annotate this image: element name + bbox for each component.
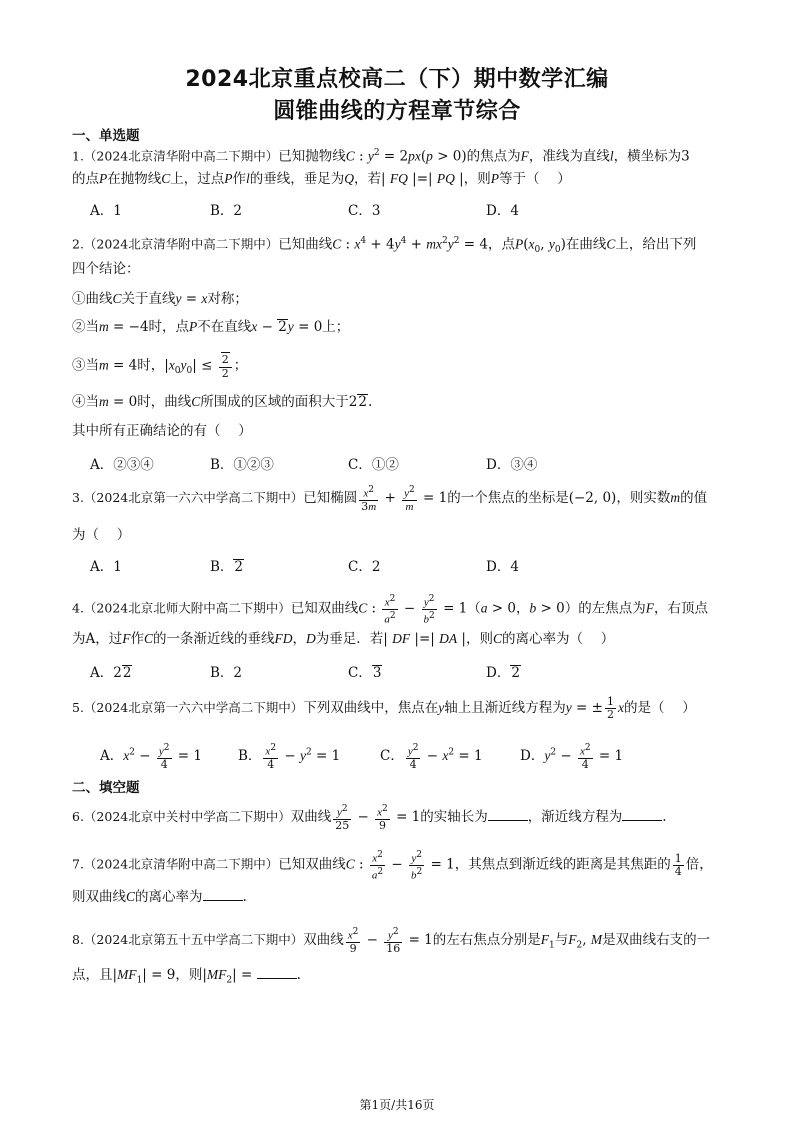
question-2-conclusion-1: ①曲线C关于直线y = x对称； — [72, 291, 248, 307]
option-b: B．①②③ — [210, 457, 274, 473]
question-1-line-2: 的点P在抛物线C上，过点P作l的垂线，垂足为Q，若| FQ |=| PQ |，则P等于（ ） — [72, 171, 571, 187]
question-7-line-1: 7.（2024北京清华附中高二下期中）已知双曲线C : $\frac{x^2}{a^2}$ − $\frac{y^2}{b^2}$ = 1，其焦点到渐近线的距离是其焦距的 $\frac{1}{4}$ 倍， — [72, 850, 713, 882]
question-2-conclusion-3: ③当m = 4时，$|x_0y_0|$ ≤ $\frac{2}{2}$ ； — [72, 353, 248, 380]
option-a: A．$x^2$ − $\frac{y^2}{4}$ = 1 — [100, 743, 202, 771]
option-b: B．2 — [210, 665, 243, 681]
option-c: C．3 — [348, 203, 381, 219]
question-1-line-1: 1.（2024北京清华附中高二下期中）已知抛物线C : $y^2 = 2px(p > 0)$的焦点为F，准线为直线l，横坐标为3 — [72, 148, 690, 165]
option-b: B．2 — [210, 203, 243, 219]
question-3-line-2: 为（ ） — [72, 527, 131, 543]
answer-blank[interactable] — [488, 808, 528, 821]
answer-blank[interactable] — [203, 888, 243, 901]
question-8-line-2: 点，且$|MF_1| = 9$，则$|MF_2|$ = . — [72, 967, 301, 986]
question-3-source: 3.（2024北京第一六六中学高二下期中） — [72, 489, 304, 505]
question-2-line-2: 四个结论： — [72, 261, 140, 277]
question-8-line-1: 8.（2024北京第五十五中学高二下期中）双曲线 $\frac{x^2}{9}$ − $\frac{y^2}{16}$ = 1的左右焦点分别是$F_1$与$F_2$, M是双曲线右支的一 — [72, 927, 711, 955]
option-c: C．2 — [348, 559, 381, 575]
option-a: A．②③④ — [90, 457, 154, 473]
option-b: B．2 — [210, 559, 244, 575]
page-title: 2024北京重点校高二（下）期中数学汇编 — [185, 67, 609, 92]
option-c: C．3 — [348, 665, 382, 681]
question-2-source: 2.（2024北京清华附中高二下期中） — [72, 236, 279, 252]
question-2-line-1: 2.（2024北京清华附中高二下期中）已知曲线C : $x^4 + 4y^4 + mx^2y^2 = 4$，点$P(x_0$, $y_0$)在曲线C上，给出下列 — [72, 236, 697, 256]
question-4-line-1: 4.（2024北京北师大附中高二下期中）已知双曲线C : $\frac{x^2}{a^2}$ − $\frac{y^2}{b^2}$ = 1（a > 0，b > 0）的左焦点为F，右顶点 — [72, 594, 708, 626]
question-6-line-1: 6.（2024北京中关村中学高二下期中）双曲线 $\frac{y^2}{25}$ − $\frac{x^2}{9}$ = 1的实轴长为 ，渐近线方程为 . — [72, 804, 667, 832]
option-a: A．22 — [90, 665, 132, 681]
option-a: A．1 — [90, 559, 122, 575]
option-d: D．4 — [486, 559, 519, 575]
question-7-line-2: 则双曲线C的离心率为 . — [72, 889, 247, 905]
question-2-conclusion-2: ②当m = −4时，点P不在直线x − 2y = 0上； — [72, 319, 350, 335]
question-3-line-1: 3.（2024北京第一六六中学高二下期中）已知椭圆 $\frac{x^2}{3m}$ + $\frac{y^2}{m}$ = 1的一个焦点的坐标是(−2, 0)，则实数m的值 — [72, 485, 708, 513]
section-single-choice: 一、单选题 — [72, 128, 140, 144]
answer-blank[interactable] — [622, 808, 662, 821]
question-7-source: 7.（2024北京清华附中高二下期中） — [72, 856, 279, 872]
question-1-source: 1.（2024北京清华附中高二下期中） — [72, 148, 279, 164]
question-5-line-1: 5.（2024北京第一六六中学高二下期中）下列双曲线中，焦点在y轴上且渐近线方程为y = ± $\frac{1}{2}$ x的是（ ） — [72, 695, 696, 721]
question-4-source: 4.（2024北京北师大附中高二下期中） — [72, 600, 291, 616]
question-2-ask: 其中所有正确结论的有（ ） — [72, 423, 252, 439]
question-2-conclusion-4: ④当m = 0时，曲线C所围成的区域的面积大于22. — [72, 394, 373, 410]
option-c: C．①② — [348, 457, 399, 473]
option-a: A．1 — [90, 203, 122, 219]
section-fill-blank: 二、填空题 — [72, 780, 140, 796]
question-6-source: 6.（2024北京中关村中学高二下期中） — [72, 808, 291, 824]
option-d: D．③④ — [486, 457, 538, 473]
question-5-source: 5.（2024北京第一六六中学高二下期中） — [72, 700, 304, 715]
page-subtitle: 圆锥曲线的方程章节综合 — [273, 99, 521, 124]
option-b: B． $\frac{x^2}{4}$ − $y^2 = 1$ — [238, 743, 341, 771]
page-number: 第1页/共16页 — [359, 1098, 435, 1112]
question-4-line-2: 为A，过F作C的一条渐近线的垂线FD，D为垂足．若| DF |=| DA |，则C的离心率为（ ） — [72, 631, 615, 647]
option-d: D．$y^2$ − $\frac{x^2}{4}$ = 1 — [520, 743, 624, 771]
option-d: D．2 — [486, 665, 520, 681]
option-d: D．4 — [486, 203, 519, 219]
option-c: C． $\frac{y^2}{4}$ − $x^2 = 1$ — [380, 743, 483, 771]
question-8-source: 8.（2024北京第五十五中学高二下期中） — [72, 931, 304, 947]
answer-blank[interactable] — [257, 966, 297, 979]
